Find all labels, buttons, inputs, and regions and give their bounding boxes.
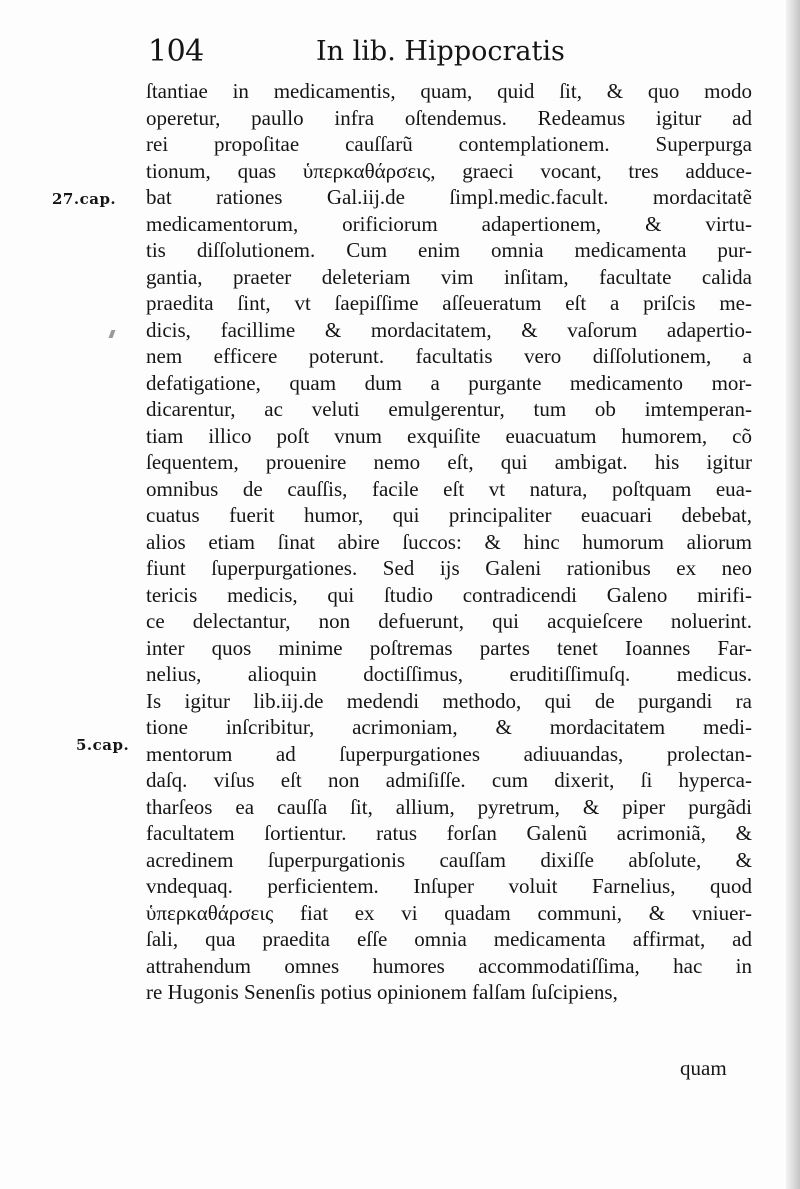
marginal-note: 5.cap. <box>76 736 130 754</box>
text-line: ſequentem, prouenire nemo eſt, qui ambigat. his igitur <box>146 450 752 474</box>
text-line: tionum, quas ὑπερκαθάρσεις, graeci vocant, tres adduce- <box>146 158 752 183</box>
text-line: tericis medicis, qui ſtudio contradicendi Galeno mirifi- <box>146 582 752 607</box>
text-line: ſali, qua praedita eſſe omnia medicamenta affirmat, ad <box>146 927 752 951</box>
text-line: nem efficere poterunt. facultatis vero diſſolutionem, a <box>146 344 752 368</box>
page-header <box>148 34 608 74</box>
text-line: alios etiam ſinat abire ſuccos: & hinc humorum aliorum <box>146 529 752 554</box>
text-line: tharſeos ea cauſſa ſit, allium, pyretrum, & piper purgãdi <box>146 794 752 819</box>
page-number: 104 <box>148 34 204 69</box>
text-line: rei propoſitae cauſſarũ contemplationem. Superpurga <box>146 132 752 156</box>
page-edge-shadow <box>786 0 800 1189</box>
text-line: tis diſſolutionem. Cum enim omnia medicamenta pur- <box>146 238 752 262</box>
text-line: omnibus de cauſſis, facile eſt vt natura, poſtquam eua- <box>146 476 752 501</box>
text-line: mentorum ad ſuperpurgationes adiuuandas, prolectan- <box>146 741 752 766</box>
catchword: quam <box>680 1056 727 1080</box>
body-text <box>146 78 752 1006</box>
text-line: attrahendum omnes humores accommodatiſſima, hac in <box>146 953 752 978</box>
text-line: nelius, alioquin doctiſſimus, eruditiſſimuſq. medicus. <box>146 662 752 686</box>
text-line: tione inſcribitur, acrimoniam, & mordacitatem medi- <box>146 715 752 739</box>
text-line: vndequaq. perficientem. Inſuper voluit Farnelius, quod <box>146 874 752 898</box>
text-line: fiunt ſuperpurgationes. Sed ijs Galeni rationibus ex neo <box>146 556 752 580</box>
text-line: cuatus fuerit humor, qui principaliter euacuari debebat, <box>146 503 752 527</box>
text-line: dicarentur, ac veluti emulgerentur, tum ob imtemperan- <box>146 397 752 421</box>
text-line: tiam illico poſt vnum exquiſite euacuatum humorem, cõ <box>146 423 752 448</box>
text-line: ce delectantur, non defuerunt, qui acquieſcere noluerint. <box>146 609 752 633</box>
text-line: defatigatione, quam dum a purgante medicamento mor- <box>146 370 752 395</box>
text-line: acredinem ſuperpurgationis cauſſam dixiſſe abſolute, & <box>146 847 752 872</box>
text-line: ὑπερκαθάρσεις fiat ex vi quadam communi, & vniuer- <box>146 900 752 925</box>
margin-ink-mark <box>109 330 116 338</box>
text-line: inter quos minime poſtremas partes tenet Ioannes Far- <box>146 635 752 660</box>
text-line: gantia, praeter deleteriam vim inſitam, facultate calida <box>146 264 752 289</box>
text-line: operetur, paullo infra oſtendemus. Redeamus igitur ad <box>146 105 752 130</box>
text-line: re Hugonis Senenſis potius opinionem falſam ſuſcipiens, <box>146 980 618 1004</box>
text-line: dicis, facillime & mordacitatem, & vaſorum adapertio- <box>146 317 752 342</box>
text-line: bat rationes Gal.iij.de ſimpl.medic.facult. mordacitatẽ <box>146 185 752 209</box>
text-line: medicamentorum, orificiorum adapertionem, & virtu- <box>146 211 752 236</box>
running-title: In lib. Hippocratis <box>316 36 565 67</box>
marginal-note: 27.cap. <box>52 190 117 208</box>
text-line: praedita ſint, vt ſaepiſſime aſſeueratum eſt a priſcis me- <box>146 291 752 315</box>
text-line: ſtantiae in medicamentis, quam, quid ſit, & quo modo <box>146 79 752 103</box>
text-line: facultatem ſortientur. ratus forſan Galenũ acrimoniã, & <box>146 821 752 845</box>
text-line: Is igitur lib.iij.de medendi methodo, qui de purgandi ra <box>146 688 752 713</box>
text-line: daſq. viſus eſt non admiſiſſe. cum dixerit, ſi hyperca- <box>146 768 752 792</box>
